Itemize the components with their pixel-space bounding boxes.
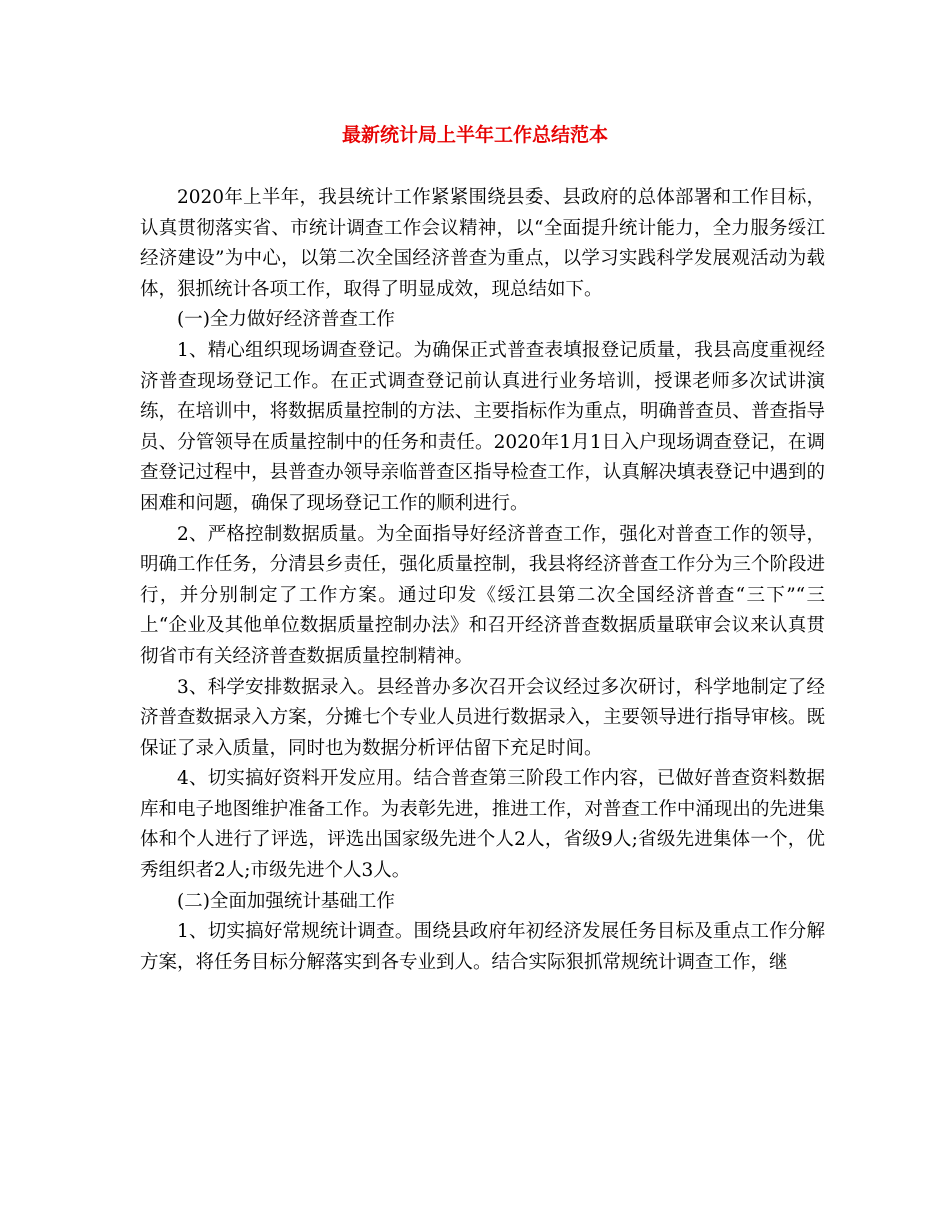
document-title: 最新统计局上半年工作总结范本 <box>341 124 608 146</box>
section-heading-statistics-basics: (二)全面加强统计基础工作 <box>177 890 395 912</box>
document-body <box>140 183 825 978</box>
section-heading-economic-census: (一)全力做好经济普查工作 <box>177 309 395 331</box>
paragraph-item: 1、精心组织现场调查登记。为确保正式普查表填报登记质量，我县高度重视经济普查现场登记工作。在正式调查登记前认真进行业务培训，授课老师多次试讲演练，在培训中，将数据质量控制的方法、主要指标作为重点，明确普查员、普查指导员、分管领导在质量控制中的任务和责任。2020年1月1日入户现场调查登记，在调查登记过程中，县普查办领导亲临普查区指导检查工作，认真解决填表登记中遇到的困难和问题，确保了现场登记工作的顺利进行。 <box>140 339 825 514</box>
paragraph-intro: 2020年上半年，我县统计工作紧紧围绕县委、县政府的总体部署和工作目标，认真贯彻落实省、市统计调查工作会议精神，以“全面提升统计能力，全力服务绥江经济建设”为中心，以第二次全国经济普查为重点，以学习实践科学发展观活动为载体，狠抓统计各项工作，取得了明显成效，现总结如下。 <box>140 187 825 300</box>
paragraph-item: 2、严格控制数据质量。为全面指导好经济普查工作，强化对普查工作的领导，明确工作任务，分清县乡责任，强化质量控制，我县将经济普查工作分为三个阶段进行，并分别制定了工作方案。通过印发《绥江县第二次全国经济普查“三下”“三上“企业及其他单位数据质量控制办法》和召开经济普查数据质量联审会议来认真贯彻省市有关经济普查数据质量控制精神。 <box>140 523 825 667</box>
paragraph-item: 1、切实搞好常规统计调查。围绕县政府年初经济发展任务目标及重点工作分解方案，将任务目标分解落实到各专业到人。结合实际狠抓常规统计调查工作，继 <box>140 921 825 973</box>
paragraph-item: 3、科学安排数据录入。县经普办多次召开会议经过多次研讨，科学地制定了经济普查数据录入方案，分摊七个专业人员进行数据录入，主要领导进行指导审核。既保证了录入质量，同时也为数据分析评估留下充足时间。 <box>140 676 825 759</box>
paragraph-item: 4、切实搞好资料开发应用。结合普查第三阶段工作内容，已做好普查资料数据库和电子地图维护准备工作。为表彰先进，推进工作，对普查工作中涌现出的先进集体和个人进行了评选，评选出国家级先进个人2人，省级9人;省级先进集体一个，优秀组织者2人;市级先进个人3人。 <box>140 768 825 882</box>
